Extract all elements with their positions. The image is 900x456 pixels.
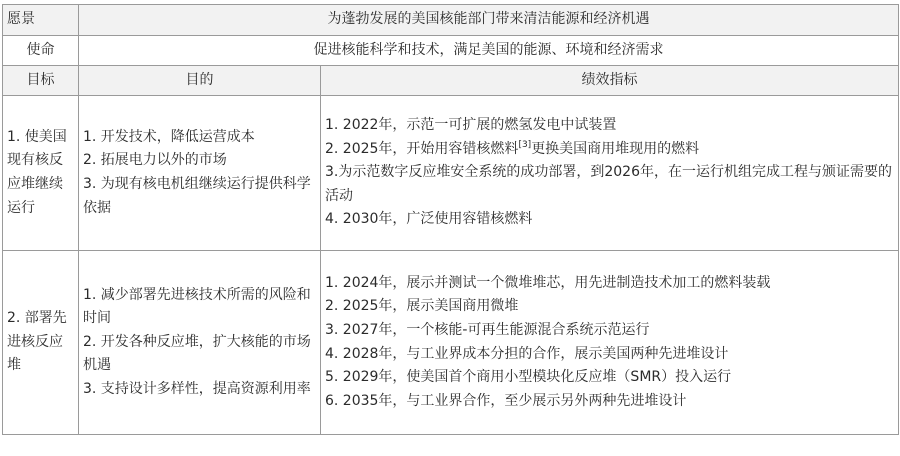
goal-row-2 (3, 251, 899, 435)
objective-item: 2. 开发各种反应堆，扩大核能的市场机遇 (83, 333, 311, 374)
goal-column-header: 目标 (3, 66, 79, 96)
metric-item: 2. 2025年，展示美国商用微堆 (325, 298, 519, 315)
mission-label: 使命 (3, 36, 79, 66)
goal-text: 1. 使美国现有核反应堆继续运行 (7, 128, 67, 216)
header-row (3, 66, 899, 96)
metric-item: 3. 2027年，一个核能-可再生能源混合系统示范运行 (325, 321, 650, 338)
metric-item: 5. 2029年，使美国首个商用小型模块化反应堆（SMR）投入运行 (325, 369, 732, 386)
objective-column-header: 目的 (79, 66, 321, 96)
goal-text: 2. 部署先进核反应堆 (7, 310, 67, 374)
metric-item: 4. 2028年，与工业界成本分担的合作，展示美国两种先进堆设计 (325, 345, 729, 362)
metric-item (325, 138, 894, 162)
metrics-column-header: 绩效指标 (321, 66, 899, 96)
vision-label: 愿景 (3, 5, 79, 36)
objective-item: 3. 为现有核电机组继续运行提供科学依据 (83, 176, 311, 216)
metric-item: 3.为示范数字反应堆安全系统的成功部署，到2026年，在一运行机组完成工程与颁证需要的活动 (325, 164, 892, 204)
goal-row-1 (3, 96, 899, 251)
metric-text: 更换美国商用堆现用的燃料 (531, 140, 700, 157)
vision-text: 为蓬勃发展的美国核能部门带来清洁能源和经济机遇 (79, 5, 899, 36)
metrics-cell (321, 96, 899, 251)
objective-item: 2. 拓展电力以外的市场 (83, 152, 227, 169)
metric-item: 1. 2024年，展示并测试一个微堆堆芯，用先进制造技术加工的燃料装载 (325, 274, 771, 291)
vision-row (3, 5, 899, 36)
footnote-marker: [3] (518, 139, 532, 150)
metrics-cell (321, 251, 899, 435)
goal-cell (3, 96, 79, 251)
mission-text: 促进核能科学和技术，满足美国的能源、环境和经济需求 (79, 36, 899, 66)
objectives-cell (79, 96, 321, 251)
objectives-cell (79, 251, 321, 435)
metric-item: 4. 2030年，广泛使用容错核燃料 (325, 211, 533, 228)
objective-item: 3. 支持设计多样性，提高资源利用率 (83, 380, 311, 397)
metric-text: 2. 2025年，开始用容错核燃料 (325, 140, 519, 157)
mission-row (3, 36, 899, 66)
goal-cell (3, 251, 79, 435)
strategic-plan-table (2, 4, 899, 435)
metric-item: 1. 2022年，示范一可扩展的燃氢发电中试装置 (325, 117, 617, 134)
objective-item: 1. 开发技术，降低运营成本 (83, 128, 255, 145)
objective-item: 1. 减少部署先进核技术所需的风险和时间 (83, 286, 311, 327)
metric-item: 6. 2035年，与工业界合作，至少展示另外两种先进堆设计 (325, 392, 687, 409)
